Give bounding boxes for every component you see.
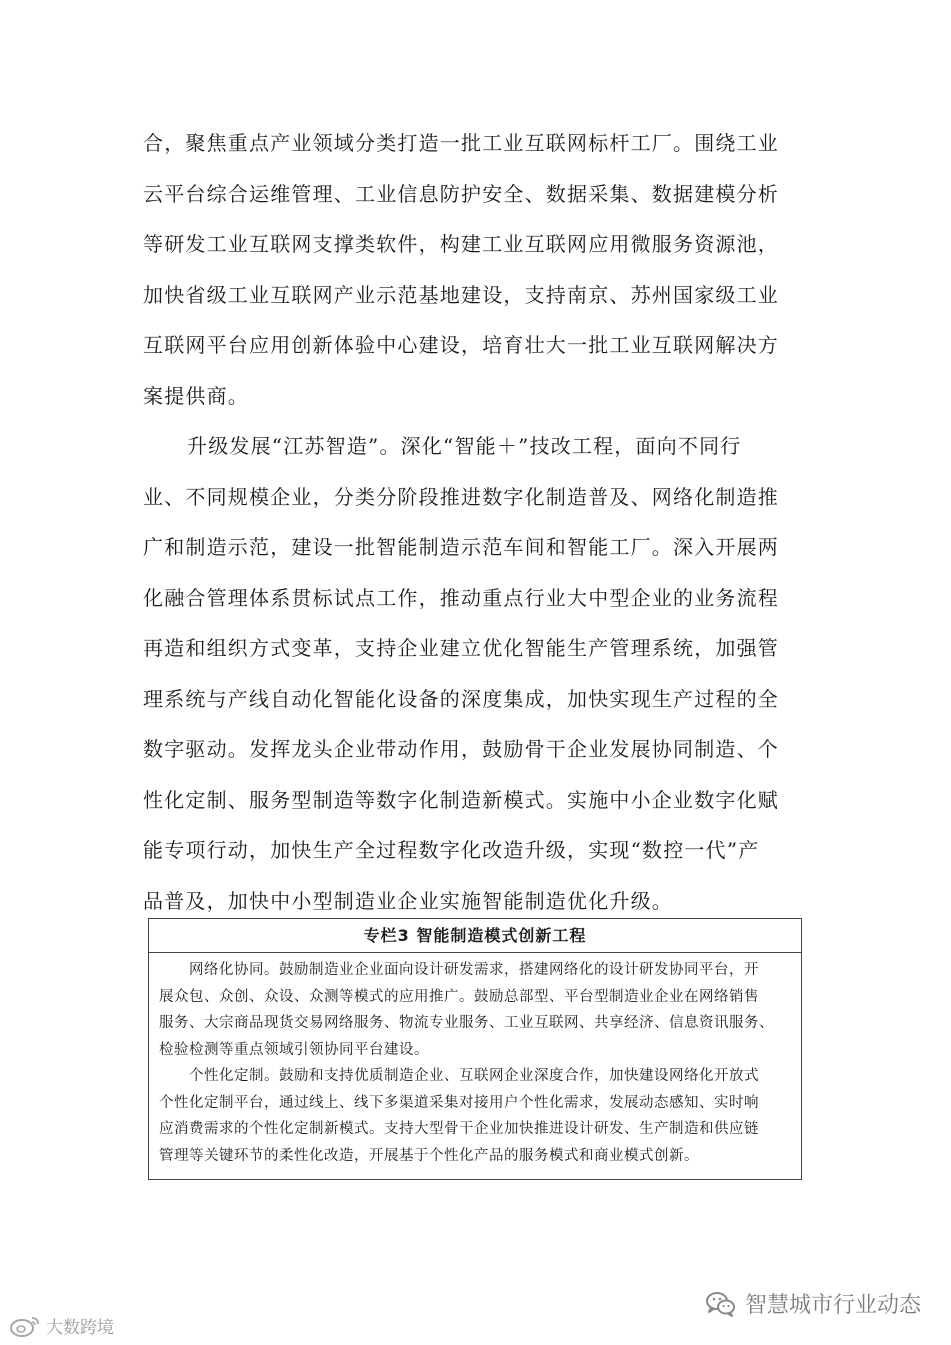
box-text-line: 应消费需求的个性化定制新模式。支持大型骨干企业加快推进设计研发、生产制造和供应链 [159, 1121, 759, 1137]
box-text-line: 检验检测等重点领域引领协同平台建设。 [159, 1041, 429, 1058]
text-line: 加快省级工业互联网产业示范基地建设，支持南京、苏州国家级工业 [143, 282, 779, 307]
text-line: 互联网平台应用创新体验中心建设，培育壮大一批工业互联网解决方 [143, 333, 779, 357]
text-line: 等研发工业互联网支撑类软件，构建工业互联网应用微服务资源池， [143, 232, 779, 256]
text-line: 合，聚焦重点产业领域分类打造一批工业互联网标杆工厂。围绕工业 [143, 131, 779, 155]
text-line: 再造和组织方式变革，支持企业建立优化智能生产管理系统，加强管 [143, 636, 779, 660]
box-text-line: 个性化定制。鼓励和支持优质制造企业、互联网企业深度合作，加快建设网络化开放式 [189, 1068, 759, 1084]
box-text-line: 展众包、众创、众设、众测等模式的应用推广。鼓励总部型、平台型制造业企业在网络销售 [159, 988, 759, 1005]
text-line: 案提供商。 [143, 383, 249, 408]
box-paragraph-networked-collaboration [159, 957, 791, 1063]
watermark-left-text: 大数跨境 [46, 1318, 114, 1338]
watermark-right-text: 智慧城市行业动态 [744, 1293, 921, 1318]
paragraph-2 [143, 421, 808, 926]
paragraph-1 [143, 118, 808, 421]
box-text-line: 管理等关键环节的柔性化改造，开展基于个性化产品的服务模式和商业模式创新。 [159, 1147, 699, 1164]
text-line: 性化定制、服务型制造等数字化制造新模式。实施中小企业数字化赋 [143, 787, 779, 812]
watermark-left [8, 1313, 114, 1338]
box-text-line: 个性化定制平台，通过线上、线下多渠道采集对接用户个性化需求，发展动态感知、实时响 [159, 1094, 759, 1111]
column-box-body [149, 953, 801, 1169]
column-box-title: 专栏3 智能制造模式创新工程 [149, 919, 801, 953]
text-line: 云平台综合运维管理、工业信息防护安全、数据采集、数据建模分析 [143, 181, 779, 206]
text-line: 升级发展“江苏智造”。深化“智能＋”技改工程，面向不同行 [187, 434, 742, 458]
text-line: 理系统与产线自动化智能化设备的深度集成，加快实现生产过程的全 [143, 686, 779, 711]
box-text-line: 网络化协同。鼓励制造业企业面向设计研发需求，搭建网络化的设计研发协同平台，开 [189, 962, 759, 978]
text-line: 数字驱动。发挥龙头企业带动作用，鼓励骨干企业发展协同制造、个 [143, 737, 779, 761]
text-line: 品普及，加快中小型制造业企业实施智能制造优化升级。 [143, 888, 673, 913]
column-box [148, 918, 802, 1180]
text-line: 广和制造示范，建设一批智能制造示范车间和智能工厂。深入开展两 [143, 535, 779, 559]
watermark-right [705, 1288, 921, 1319]
box-text-line: 服务、大宗商品现货交易网络服务、物流专业服务、工业互联网、共享经济、信息资讯服务、 [159, 1015, 774, 1031]
text-line: 能专项行动，加快生产全过程数字化改造升级，实现“数控一代”产 [143, 838, 760, 862]
text-line: 化融合管理体系贯标试点工作，推动重点行业大中型企业的业务流程 [143, 585, 779, 610]
wechat-logo-icon [705, 1290, 737, 1318]
body-text [143, 118, 808, 926]
box-paragraph-personalized-customization [159, 1063, 791, 1169]
text-line: 业、不同规模企业，分类分阶段推进数字化制造普及、网络化制造推 [143, 484, 779, 509]
weibo-logo-icon [8, 1314, 42, 1338]
